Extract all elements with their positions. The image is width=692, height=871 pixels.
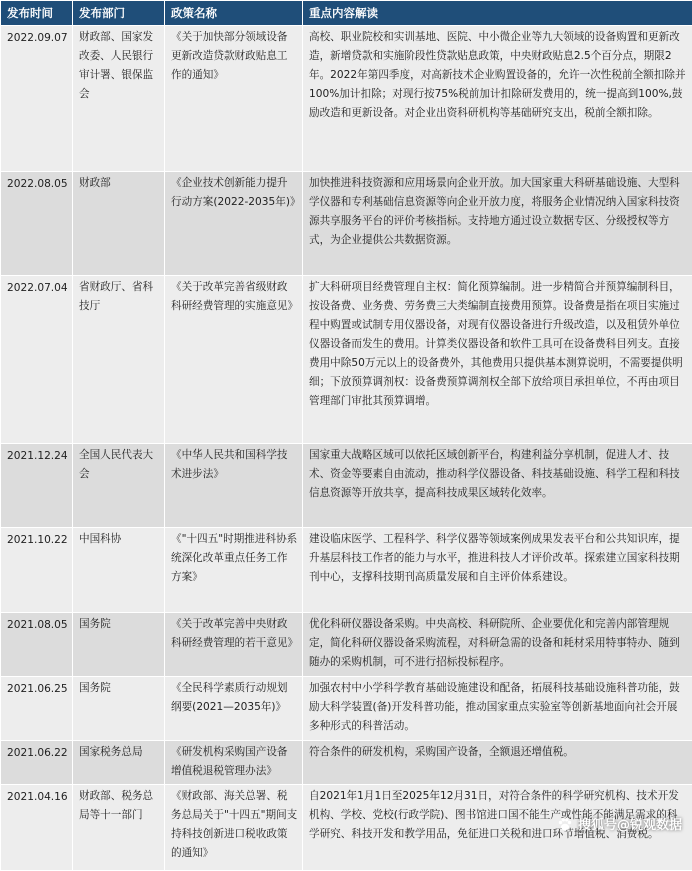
header-publish-date: 发布时间 bbox=[1, 1, 73, 26]
cell-policy-name: 《财政部、海关总署、税务总局关于"十四五"期间支持科技创新进口税收政策的通知》 bbox=[165, 785, 303, 871]
cell-date: 2021.08.05 bbox=[1, 613, 73, 677]
cell-key-points: 国家重大战略区域可以依托区域创新平台，构建利益分享机制，促进人才、技术、资金等要素自由流动，推动科学仪器设备、科技基础设施、科学工程和科技信息资源等开放共享，提高科技成果区域转化效率。 bbox=[303, 444, 692, 528]
cell-date: 2022.08.05 bbox=[1, 172, 73, 276]
watermark bbox=[557, 814, 682, 833]
cell-date: 2022.07.04 bbox=[1, 276, 73, 444]
cell-policy-name: 《企业技术创新能力提升行动方案(2022-2035年)》 bbox=[165, 172, 303, 276]
cell-date: 2021.06.25 bbox=[1, 677, 73, 741]
cell-date: 2021.06.22 bbox=[1, 741, 73, 785]
cell-date: 2021.04.16 bbox=[1, 785, 73, 871]
cell-policy-name: 《研发机构采购国产设备增值税退税管理办法》 bbox=[165, 741, 303, 785]
cell-key-points: 建设临床医学、工程科学、科学仪器等领域案例成果发表平台和公共知识库，提升基层科技工作者的能力与水平，推进科技人才评价改革。探索建立国家科技期刊中心，支撑科技期刊高质量发展和自主评价体系建设。 bbox=[303, 528, 692, 613]
header-key-points: 重点内容解读 bbox=[303, 1, 692, 26]
cell-department: 财政部 bbox=[73, 172, 165, 276]
header-row bbox=[1, 1, 692, 26]
cell-key-points: 自2021年1月1日至2025年12月31日，对符合条件的科学研究机构、技术开发机构、学校、党校(行政学院)、图书馆进口国不能生产或性能不能满足需求的科学研究、科技开发和教学用品，免征进口关税和进口环节增值税、消费税。 bbox=[303, 785, 692, 871]
watermark-text: 搜狐号@锐观数据 bbox=[578, 814, 682, 833]
table-row bbox=[1, 172, 692, 276]
cell-department: 中国科协 bbox=[73, 528, 165, 613]
cell-key-points: 加快推进科技资源和应用场景向企业开放。加大国家重大科研基础设施、大型科学仪器和专利基础信息资源等向企业开放力度，将服务企业情况纳入国家科技资源共享服务平台的评价考核指标。支持地方通过设立数据专区、分级授权等方式，为企业提供公共数据资源。 bbox=[303, 172, 692, 276]
cell-key-points: 加强农村中小学科学教育基础设施建设和配备，拓展科技基础设施科普功能，鼓励大科学装置(备)开发科普功能，推动国家重点实验室等创新基地面向社会开展多种形式的科普活动。 bbox=[303, 677, 692, 741]
cell-date: 2022.09.07 bbox=[1, 26, 73, 172]
cell-policy-name: 《"十四五"时期推进科协系统深化改革重点任务工作方案》 bbox=[165, 528, 303, 613]
table-row bbox=[1, 613, 692, 677]
cell-department: 国务院 bbox=[73, 677, 165, 741]
cell-department: 省财政厅、省科技厅 bbox=[73, 276, 165, 444]
cell-policy-name: 《关于改革完善省级财政科研经费管理的实施意见》 bbox=[165, 276, 303, 444]
table-row bbox=[1, 276, 692, 444]
cell-policy-name: 《关于改革完善中央财政科研经费管理的若干意见》 bbox=[165, 613, 303, 677]
cell-key-points: 高校、职业院校和实训基地、医院、中小微企业等九大领域的设备购置和更新改造，新增贷款和实施阶段性贷款贴息政策，中央财政贴息2.5个百分点，期限2年。2022年第四季度，对高新技术企业购置设备的，允许一次性税前全额扣除并100%加计扣除；对现行按75%税前加计扣除研发费用的，统一提高到100%,鼓励改造和更新设备。对企业出资科研机构等基础研究支出，税前全额扣除。 bbox=[303, 26, 692, 172]
cell-department: 国家税务总局 bbox=[73, 741, 165, 785]
table-row bbox=[1, 528, 692, 613]
table-row bbox=[1, 26, 692, 172]
table-row bbox=[1, 677, 692, 741]
cell-department: 财政部、国家发改委、人民银行审计署、银保监会 bbox=[73, 26, 165, 172]
cell-date: 2021.12.24 bbox=[1, 444, 73, 528]
table-row bbox=[1, 444, 692, 528]
cell-policy-name: 《关于加快部分领域设备更新改造贷款财政贴息工作的通知》 bbox=[165, 26, 303, 172]
header-policy-name: 政策名称 bbox=[165, 1, 303, 26]
cell-key-points: 优化科研仪器设备采购。中央高校、科研院所、企业要优化和完善内部管理规定，简化科研仪器设备采购流程，对科研急需的设备和耗材采用特事特办、随到随办的采购机制，可不进行招标投标程序。 bbox=[303, 613, 692, 677]
cell-department: 国务院 bbox=[73, 613, 165, 677]
table-row bbox=[1, 741, 692, 785]
header-department: 发布部门 bbox=[73, 1, 165, 26]
cell-policy-name: 《全民科学素质行动规划纲要(2021—2035年)》 bbox=[165, 677, 303, 741]
paw-icon bbox=[557, 816, 573, 832]
cell-key-points: 扩大科研项目经费管理自主权：简化预算编制。进一步精简合并预算编制科目，按设备费、业务费、劳务费三大类编制直接费用预算。设备费是指在项目实施过程中购置或试制专用仪器设备，对现有仪器设备进行升级改造，以及租赁外单位仪器设备而发生的费用。计算类仪器设备和软件工具可在设备费科目列支。直接费用中除50万元以上的设备费外，其他费用只提供基本测算说明，不需要提供明细；下放预算调剂权：设备费预算调剂权全部下放给项目承担单位，不再由项目管理部门审批其预算调增。 bbox=[303, 276, 692, 444]
cell-date: 2021.10.22 bbox=[1, 528, 73, 613]
cell-department: 全国人民代表大会 bbox=[73, 444, 165, 528]
cell-key-points: 符合条件的研发机构，采购国产设备，全额退还增值税。 bbox=[303, 741, 692, 785]
cell-policy-name: 《中华人民共和国科学技术进步法》 bbox=[165, 444, 303, 528]
cell-department: 财政部、税务总局等十一部门 bbox=[73, 785, 165, 871]
